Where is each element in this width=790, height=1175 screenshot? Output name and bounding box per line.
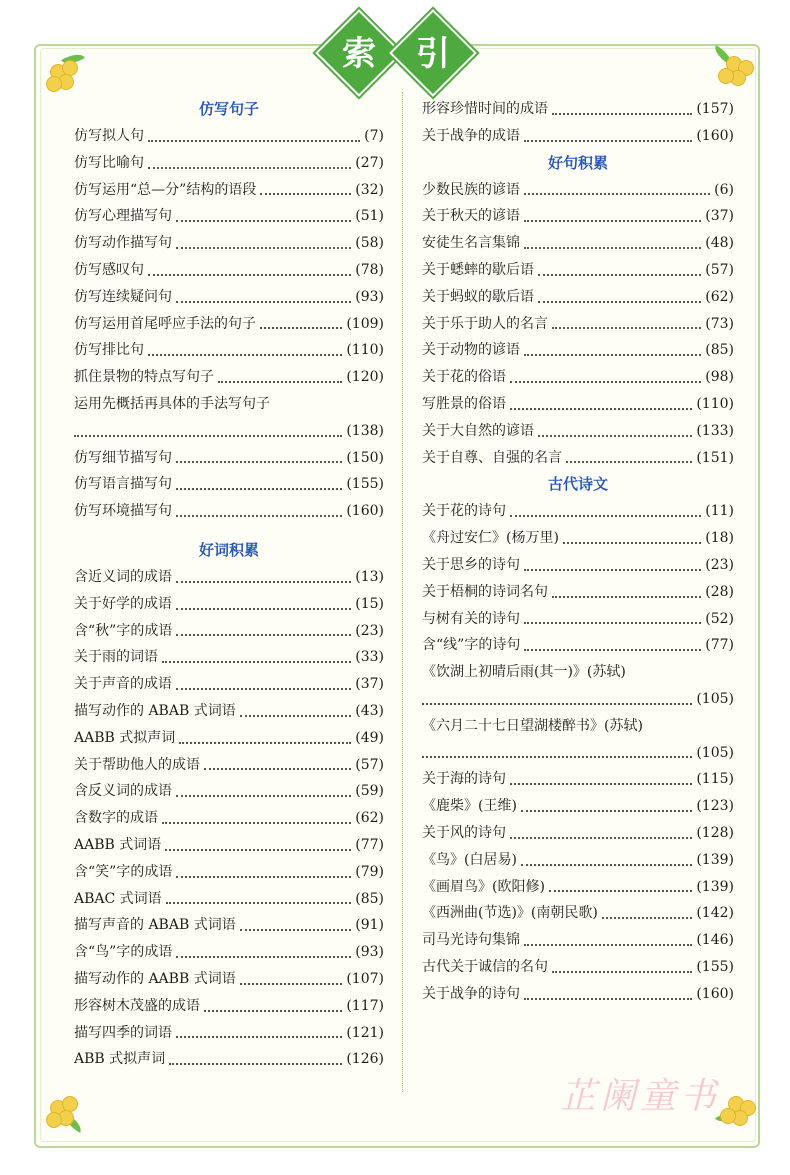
flower-icon <box>42 50 86 94</box>
dot-leader <box>510 766 692 785</box>
index-entry[interactable] <box>422 606 734 633</box>
dot-leader <box>524 632 701 651</box>
entry-page: (146) <box>696 932 734 949</box>
entry-title: 《鹿柴》(王维) <box>422 798 517 815</box>
entry-page: (105) <box>696 690 734 707</box>
index-entry[interactable] <box>74 471 384 498</box>
index-entry[interactable] <box>422 284 734 311</box>
dot-leader <box>602 900 692 919</box>
entry-title: 《鸟》(白居易) <box>422 851 517 868</box>
index-entry[interactable] <box>422 498 734 525</box>
entry-title: 关于风的诗句 <box>422 824 506 841</box>
index-entry[interactable] <box>74 698 384 725</box>
entry-title: 仿写排比句 <box>74 342 144 359</box>
entry-page: (126) <box>346 1051 384 1068</box>
entry-title: 仿写细节描写句 <box>74 449 172 466</box>
entry-title[interactable]: 《六月二十七日望湖楼醉书》(苏轼) <box>422 717 643 734</box>
entry-page: (78) <box>355 261 384 278</box>
dot-leader <box>240 698 352 717</box>
entry-title: 《西洲曲(节选)》(南朝民歌) <box>422 905 598 922</box>
entry-page: (91) <box>355 917 384 934</box>
entry-page: (151) <box>696 449 734 466</box>
entry-title: 司马光诗句集锦 <box>422 932 520 949</box>
section-heading: 仿写句子 <box>198 100 259 118</box>
flower-icon <box>714 1084 758 1128</box>
dot-leader <box>204 993 342 1012</box>
entry-title: 少数民族的谚语 <box>422 181 520 198</box>
entry-title: 关于动物的谚语 <box>422 342 520 359</box>
index-entry[interactable] <box>422 981 734 1008</box>
dot-leader <box>179 725 351 744</box>
dot-leader <box>176 778 351 797</box>
entry-title: 含数字的成语 <box>74 810 158 827</box>
entry-title: 仿写运用“总—分”结构的语段 <box>74 181 257 198</box>
entry-title: 《舟过安仁》(杨万里) <box>422 530 559 547</box>
dot-leader <box>510 820 692 839</box>
entry-title: 仿写拟人句 <box>74 128 144 144</box>
index-entry[interactable] <box>74 859 384 886</box>
entry-page: (52) <box>705 610 734 627</box>
entry-page: (59) <box>355 783 384 800</box>
entry-page: (7) <box>364 128 384 144</box>
index-entry[interactable] <box>422 632 734 659</box>
section-heading: 好词积累 <box>198 540 259 559</box>
dot-leader <box>552 579 701 598</box>
entry-title: 关于海的诗句 <box>422 771 506 788</box>
entry-page: (48) <box>705 235 734 252</box>
dot-leader <box>148 337 342 356</box>
entry-title: 仿写心理描写句 <box>74 208 172 225</box>
entry-list <box>422 766 734 1007</box>
entry-page: (121) <box>346 1024 384 1041</box>
dot-leader <box>524 123 692 142</box>
dot-leader <box>538 418 692 437</box>
entry-page: (32) <box>355 181 384 198</box>
entry-page: (15) <box>355 595 384 612</box>
dot-leader <box>549 874 692 893</box>
index-entry[interactable] <box>74 123 384 150</box>
index-entry[interactable] <box>74 1046 384 1073</box>
index-entry[interactable] <box>74 364 384 391</box>
dot-leader <box>422 686 692 705</box>
dot-leader <box>148 123 360 142</box>
entry-title: 关于花的诗句 <box>422 503 506 520</box>
index-entry[interactable] <box>74 257 384 284</box>
entry-page: (18) <box>705 530 734 547</box>
entry-page: (120) <box>346 369 384 386</box>
index-entry[interactable] <box>74 618 384 645</box>
entry-title: 含“线”字的诗句 <box>422 637 521 654</box>
entry-list <box>422 498 734 659</box>
dot-leader <box>148 257 351 276</box>
entry-title: 关于自尊、自强的名言 <box>422 449 562 466</box>
entry-title: 仿写比喻句 <box>74 154 144 171</box>
index-entry[interactable] <box>74 778 384 805</box>
entry-page: (85) <box>355 890 384 907</box>
section-heading: 好句积累 <box>547 153 608 172</box>
dot-leader <box>510 364 701 383</box>
entry-page: (57) <box>705 261 734 278</box>
dot-leader <box>422 740 692 759</box>
entry-title: ABB 式拟声词 <box>74 1051 166 1068</box>
dot-leader <box>524 203 701 222</box>
index-entry[interactable] <box>74 284 384 311</box>
entry-page: (155) <box>346 476 384 493</box>
dot-leader <box>524 981 692 1000</box>
index-entry[interactable] <box>74 418 384 445</box>
entry-title: 安徒生名言集锦 <box>422 235 520 252</box>
dot-leader <box>563 525 701 544</box>
dot-leader <box>176 471 342 490</box>
entry-page: (49) <box>355 729 384 746</box>
index-entry[interactable] <box>422 96 734 123</box>
entry-title: 描写动作的 AABB 式词语 <box>74 970 236 987</box>
index-entry[interactable] <box>74 230 384 257</box>
dot-leader <box>218 364 342 383</box>
entry-title: 关于好学的成语 <box>74 595 172 612</box>
index-entry[interactable] <box>74 203 384 230</box>
entry-title: 关于雨的词语 <box>74 649 158 666</box>
entry-title: 《画眉鸟》(欧阳修) <box>422 878 545 895</box>
entry-page: (110) <box>696 395 734 412</box>
entry-title: 仿写语言描写句 <box>74 476 172 493</box>
index-entry[interactable] <box>422 793 734 820</box>
index-entry[interactable] <box>422 418 734 445</box>
dot-leader <box>538 284 701 303</box>
dot-leader <box>524 230 701 249</box>
entry-page: (105) <box>696 744 734 761</box>
index-entry[interactable] <box>74 150 384 177</box>
index-entry[interactable] <box>74 337 384 364</box>
dot-leader <box>176 1020 342 1039</box>
dot-leader <box>176 564 351 583</box>
entry-page: (43) <box>355 702 384 719</box>
dot-leader <box>240 966 343 985</box>
entry-page: (58) <box>355 235 384 252</box>
index-entry[interactable] <box>74 564 384 591</box>
entry-page: (128) <box>696 824 734 841</box>
section-heading: 古代诗文 <box>547 475 608 494</box>
dot-leader <box>162 644 351 663</box>
entry-title: 含反义词的成语 <box>74 783 172 800</box>
index-entry[interactable] <box>422 445 734 472</box>
dot-leader <box>240 912 352 931</box>
index-entry[interactable] <box>422 927 734 954</box>
entry-page: (77) <box>355 836 384 853</box>
dot-leader <box>552 96 692 115</box>
index-entry[interactable] <box>422 900 734 927</box>
index-entry[interactable] <box>74 966 384 993</box>
column-divider <box>402 92 403 1092</box>
dot-leader <box>524 606 701 625</box>
entry-title: 抓住景物的特点写句子 <box>74 369 214 386</box>
entry-page: (107) <box>346 970 384 987</box>
entry-page: (123) <box>696 798 734 815</box>
entry-page: (115) <box>696 771 734 788</box>
entry-page: (160) <box>696 127 734 144</box>
entry-page: (98) <box>705 369 734 386</box>
index-entry[interactable] <box>74 752 384 779</box>
entry-title: ABAC 式词语 <box>74 890 162 907</box>
entry-page: (62) <box>355 810 384 827</box>
entry-page: (27) <box>355 154 384 171</box>
watermark-logo: 芷阑童书 <box>560 1076 721 1117</box>
index-entry[interactable] <box>422 391 734 418</box>
entry-page: (110) <box>346 342 384 359</box>
entry-page: (93) <box>355 944 384 961</box>
entry-title: 含“秋”字的成语 <box>74 622 173 639</box>
dot-leader <box>176 445 342 464</box>
entry-page: (139) <box>696 878 734 895</box>
entry-page: (138) <box>346 422 384 439</box>
entry-page: (93) <box>355 288 384 305</box>
entry-title: 关于梧桐的诗词名句 <box>422 583 548 600</box>
dot-leader <box>510 391 692 410</box>
entry-title: 关于帮助他人的成语 <box>74 756 200 773</box>
index-entry[interactable] <box>422 257 734 284</box>
index-entry[interactable] <box>74 939 384 966</box>
entry-page: (133) <box>696 422 734 439</box>
entry-title: AABB 式词语 <box>74 836 162 853</box>
index-entry[interactable] <box>74 311 384 338</box>
entry-page: (37) <box>705 208 734 225</box>
index-entry[interactable] <box>422 954 734 981</box>
dot-leader <box>176 939 351 958</box>
entry-page: (23) <box>355 622 384 639</box>
dot-leader <box>162 805 351 824</box>
index-entry[interactable] <box>422 177 734 204</box>
entry-page: (150) <box>346 449 384 466</box>
index-title <box>322 20 468 82</box>
index-entry[interactable] <box>422 123 734 150</box>
entry-title: 关于花的俗语 <box>422 369 506 386</box>
entry-title: 关于思乡的诗句 <box>422 556 520 573</box>
entry-page: (157) <box>696 101 734 117</box>
index-entry[interactable] <box>74 445 384 472</box>
dot-leader <box>74 418 342 437</box>
entry-title: 含近义词的成语 <box>74 568 172 585</box>
entry-title[interactable]: 运用先概括再具体的手法写句子 <box>74 395 270 412</box>
entry-title: AABB 式拟声词 <box>74 729 176 746</box>
index-entry[interactable] <box>422 874 734 901</box>
index-entry[interactable] <box>74 912 384 939</box>
left-column <box>74 96 384 1073</box>
dot-leader <box>176 591 351 610</box>
flower-icon <box>712 44 756 88</box>
dot-leader <box>552 311 701 330</box>
index-entry[interactable] <box>422 740 734 767</box>
entry-title: 描写四季的词语 <box>74 1024 172 1041</box>
entry-page: (62) <box>705 288 734 305</box>
entry-title: 关于大自然的谚语 <box>422 422 534 439</box>
dot-leader <box>521 847 692 866</box>
entry-title: 仿写环境描写句 <box>74 503 172 520</box>
entry-page: (139) <box>696 851 734 868</box>
entry-title: 描写声音的 ABAB 式词语 <box>74 917 236 934</box>
entry-title: 描写动作的 ABAB 式词语 <box>74 702 236 719</box>
index-entry[interactable] <box>74 725 384 752</box>
entry-title: 仿写感叹句 <box>74 261 144 278</box>
entry-title: 关于秋天的谚语 <box>422 208 520 225</box>
index-entry[interactable] <box>74 591 384 618</box>
index-entry[interactable] <box>74 671 384 698</box>
index-entry[interactable] <box>74 1020 384 1047</box>
entry-list <box>422 96 734 150</box>
index-entry[interactable] <box>422 847 734 874</box>
entry-title: 仿写动作描写句 <box>74 235 172 252</box>
entry-title: 古代关于诚信的名句 <box>422 958 548 975</box>
index-entry[interactable] <box>74 498 384 525</box>
entry-page: (160) <box>696 985 734 1002</box>
entry-title: 关于乐于助人的名言 <box>422 315 548 332</box>
entry-page: (73) <box>705 315 734 332</box>
index-entry[interactable] <box>422 552 734 579</box>
dot-leader <box>524 177 710 196</box>
dot-leader <box>176 498 342 517</box>
dot-leader <box>176 618 351 637</box>
entry-title[interactable]: 《饮湖上初晴后雨(其一)》(苏轼) <box>422 664 626 681</box>
index-entry[interactable] <box>422 203 734 230</box>
entry-title: 形容珍惜时间的成语 <box>422 101 548 117</box>
dot-leader <box>538 257 701 276</box>
entry-title: 写胜景的俗语 <box>422 395 506 412</box>
dot-leader <box>176 671 351 690</box>
index-entry[interactable] <box>422 337 734 364</box>
entry-title: 仿写连续疑问句 <box>74 288 172 305</box>
entry-page: (23) <box>705 556 734 573</box>
index-entry[interactable] <box>74 993 384 1020</box>
index-entry[interactable] <box>422 820 734 847</box>
entry-page: (11) <box>705 503 734 520</box>
entry-title: 关于战争的诗句 <box>422 985 520 1002</box>
entry-page: (28) <box>705 583 734 600</box>
entry-title: 仿写运用首尾呼应手法的句子 <box>74 315 256 332</box>
entry-page: (85) <box>705 342 734 359</box>
entry-page: (155) <box>696 958 734 975</box>
dot-leader <box>166 886 352 905</box>
index-entry[interactable] <box>74 177 384 204</box>
dot-leader <box>566 445 692 464</box>
entry-list <box>422 177 734 472</box>
entry-title: 含“鸟”字的成语 <box>74 944 173 961</box>
entry-page: (51) <box>355 208 384 225</box>
entry-page: (77) <box>705 637 734 654</box>
dot-leader <box>148 150 351 169</box>
index-entry[interactable] <box>74 805 384 832</box>
dot-leader <box>169 1046 342 1065</box>
entry-page: (57) <box>355 756 384 773</box>
index-entry[interactable] <box>422 766 734 793</box>
dot-leader <box>521 793 692 812</box>
dot-leader <box>260 311 342 330</box>
dot-leader <box>176 230 351 249</box>
dot-leader <box>552 954 692 973</box>
index-entry[interactable] <box>422 311 734 338</box>
index-entry[interactable] <box>422 686 734 713</box>
dot-leader <box>176 859 351 878</box>
dot-leader <box>176 203 351 222</box>
dot-leader <box>176 284 351 303</box>
entry-title: 关于战争的成语 <box>422 127 520 144</box>
index-entry[interactable] <box>74 886 384 913</box>
entry-page: (160) <box>346 503 384 520</box>
entry-title: 关于声音的成语 <box>74 676 172 693</box>
entry-page: (117) <box>346 997 384 1014</box>
entry-list <box>74 564 384 1073</box>
entry-list <box>74 445 384 525</box>
entry-title: 与树有关的诗句 <box>422 610 520 627</box>
entry-title: 形容树木茂盛的成语 <box>74 997 200 1014</box>
index-entry[interactable] <box>74 832 384 859</box>
entry-title: 关于蟋蟀的歇后语 <box>422 261 534 278</box>
entry-page: (37) <box>355 676 384 693</box>
dot-leader <box>260 177 351 196</box>
index-entry[interactable] <box>422 525 734 552</box>
index-entry[interactable] <box>422 230 734 257</box>
dot-leader <box>524 337 701 356</box>
entry-page: (33) <box>355 649 384 666</box>
dot-leader <box>524 927 692 946</box>
title-char-2: 引 <box>416 34 450 74</box>
entry-title: 含“笑”字的成语 <box>74 863 173 880</box>
entry-page: (6) <box>714 181 734 198</box>
entry-page: (109) <box>346 315 384 332</box>
index-entry[interactable] <box>74 644 384 671</box>
dot-leader <box>204 752 351 771</box>
dot-leader <box>524 552 701 571</box>
entry-list <box>74 123 384 391</box>
entry-page: (79) <box>355 863 384 880</box>
dot-leader <box>165 832 351 851</box>
entry-title: 关于蚂蚁的歇后语 <box>422 288 534 305</box>
index-entry[interactable] <box>422 364 734 391</box>
dot-leader <box>510 498 701 517</box>
title-char-1: 索 <box>342 34 376 74</box>
index-entry[interactable] <box>422 579 734 606</box>
entry-page: (13) <box>355 568 384 585</box>
flower-icon <box>42 1090 86 1134</box>
right-column <box>422 96 734 1008</box>
entry-page: (142) <box>696 905 734 922</box>
